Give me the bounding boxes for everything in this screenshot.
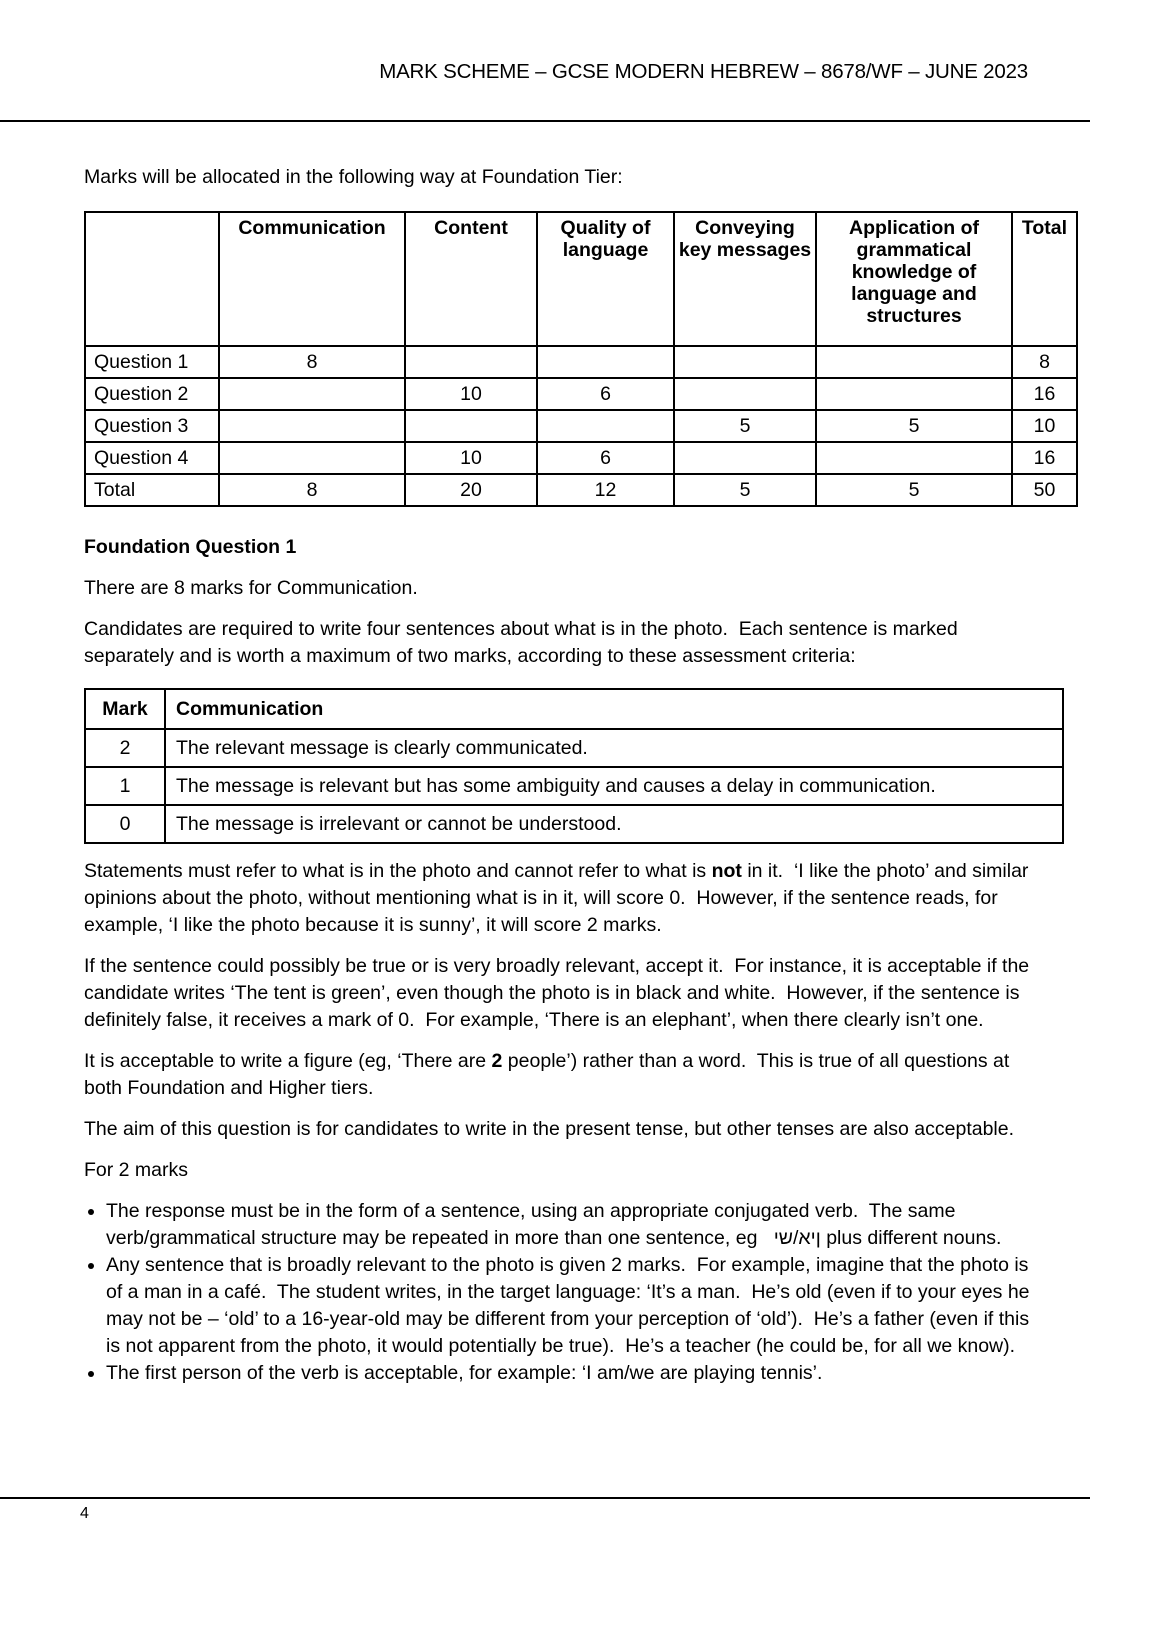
bold-not: not xyxy=(711,860,742,882)
para-statements xyxy=(84,858,1036,939)
criteria-col-mark: Mark xyxy=(85,689,165,729)
allocation-col-blank xyxy=(85,212,219,346)
page-header xyxy=(0,0,1158,84)
cell xyxy=(219,442,405,474)
cell xyxy=(219,410,405,442)
cell xyxy=(537,410,674,442)
allocation-col-conveying: Conveying key messages xyxy=(674,212,816,346)
cell xyxy=(816,378,1012,410)
allocation-col-total: Total xyxy=(1012,212,1077,346)
criteria-description: The message is relevant but has some ambiguity and causes a delay in communication. xyxy=(165,767,1063,805)
table-row xyxy=(85,346,1077,378)
list-item xyxy=(106,1198,1036,1252)
criteria-description: The message is irrelevant or cannot be understood. xyxy=(165,805,1063,843)
allocation-col-quality: Quality of language xyxy=(537,212,674,346)
header-title: MARK SCHEME – GCSE MODERN HEBREW – 8678/WF – JUNE 2023 xyxy=(379,60,1028,83)
cell xyxy=(674,442,816,474)
cell: 5 xyxy=(674,474,816,506)
row-label: Question 1 xyxy=(85,346,219,378)
row-label: Question 3 xyxy=(85,410,219,442)
hebrew-example: יש/אין xyxy=(773,1227,821,1249)
table-row xyxy=(85,410,1077,442)
mark-value: 1 xyxy=(85,767,165,805)
guidance-bullet-list xyxy=(84,1198,1036,1387)
cell xyxy=(537,346,674,378)
page-content xyxy=(84,164,1076,1387)
cell: 8 xyxy=(219,346,405,378)
mark-value: 0 xyxy=(85,805,165,843)
table-row xyxy=(85,805,1063,843)
table-row xyxy=(85,378,1077,410)
para-candidates: Candidates are required to write four sentences about what is in the photo. Each sentence is marked separately and is worth a maximum of two marks, according to these assessment criteria: xyxy=(84,618,964,667)
table-row xyxy=(85,729,1063,767)
cell: 10 xyxy=(1012,410,1077,442)
cell xyxy=(219,378,405,410)
cell: 6 xyxy=(537,442,674,474)
mark-allocation-table xyxy=(84,211,1078,507)
cell: 10 xyxy=(405,442,537,474)
cell xyxy=(674,346,816,378)
text-segment: It is acceptable to write a figure (eg, ‘There are xyxy=(84,1050,492,1072)
table-row-total xyxy=(85,474,1077,506)
cell: 5 xyxy=(674,410,816,442)
allocation-col-communication: Communication xyxy=(219,212,405,346)
table-row xyxy=(85,767,1063,805)
cell: 10 xyxy=(405,378,537,410)
text-segment: people’) rather than a word. This is true of all questions at both Foundation and Higher tiers. xyxy=(84,1050,1015,1099)
row-label: Total xyxy=(85,474,219,506)
cell: 12 xyxy=(537,474,674,506)
cell: 5 xyxy=(816,474,1012,506)
row-label: Question 2 xyxy=(85,378,219,410)
cell xyxy=(674,378,816,410)
criteria-col-communication: Communication xyxy=(165,689,1063,729)
section-heading: Foundation Question 1 xyxy=(84,536,297,558)
cell: 20 xyxy=(405,474,537,506)
cell: 6 xyxy=(537,378,674,410)
cell xyxy=(816,346,1012,378)
allocation-col-application: Application of grammatical knowledge of language and structures xyxy=(816,212,1012,346)
cell xyxy=(816,442,1012,474)
communication-criteria-table xyxy=(84,688,1064,844)
text-segment: The response must be in the form of a sentence, using an appropriate conjugated verb. The same verb/grammatical structure may be repeated in more than one sentence, eg xyxy=(106,1200,961,1249)
cell xyxy=(405,410,537,442)
para-aim: The aim of this question is for candidates to write in the present tense, but other tenses are also acceptable. xyxy=(84,1118,1015,1140)
cell: 8 xyxy=(219,474,405,506)
page-number: 4 xyxy=(80,1505,89,1522)
row-label: Question 4 xyxy=(85,442,219,474)
allocation-header-row xyxy=(85,212,1077,346)
cell: 50 xyxy=(1012,474,1077,506)
cell: 8 xyxy=(1012,346,1077,378)
para-for-2-marks: For 2 marks xyxy=(84,1159,189,1181)
allocation-col-content: Content xyxy=(405,212,537,346)
para-if-sentence: If the sentence could possibly be true or is very broadly relevant, accept it. For instance, it is acceptable if the candidate writes ‘The tent is green’, even though the photo is in black and white. However, if the sentence is definitely false, it receives a mark of 0. For example, ‘There is an elephant’, when there clearly isn’t one. xyxy=(84,955,1035,1031)
intro-text: Marks will be allocated in the following way at Foundation Tier: xyxy=(84,166,623,188)
text-segment: Statements must refer to what is in the photo and cannot refer to what is xyxy=(84,860,712,882)
cell: 5 xyxy=(816,410,1012,442)
bold-figure: 2 xyxy=(491,1050,503,1072)
cell: 16 xyxy=(1012,378,1077,410)
list-item: • The first person of the verb is acceptable, for example: ‘I am/we are playing tennis’. xyxy=(106,1360,1036,1387)
cell: 16 xyxy=(1012,442,1077,474)
header-rule xyxy=(0,120,1090,122)
para-it-is-acceptable xyxy=(84,1048,1036,1102)
text-segment: plus different nouns. xyxy=(820,1227,1002,1249)
criteria-description: The relevant message is clearly communicated. xyxy=(165,729,1063,767)
list-item: • Any sentence that is broadly relevant to the photo is given 2 marks. For example, imagine that the photo is of a man in a café. The student writes, in the target language: ‘It’s a man. He’s old (even if to your eyes he may not be – ‘old’ to a 16-year-old may be different from your perception of ‘old’). He’s a father (even if this is not apparent from the photo, it would potentially be true). He’s a teacher (he could be, for all we know). xyxy=(106,1252,1036,1360)
mark-value: 2 xyxy=(85,729,165,767)
footer-rule xyxy=(0,1497,1090,1499)
table-row xyxy=(85,442,1077,474)
cell xyxy=(405,346,537,378)
criteria-header-row xyxy=(85,689,1063,729)
para-marks: There are 8 marks for Communication. xyxy=(84,577,418,599)
text-segment: in it. ‘I like the photo’ and similar opinions about the photo, without mentioning what is in it, will score 0. However, if the sentence reads, for example, ‘I like the photo because it is sunny’, it will score 2 marks. xyxy=(84,860,1034,936)
